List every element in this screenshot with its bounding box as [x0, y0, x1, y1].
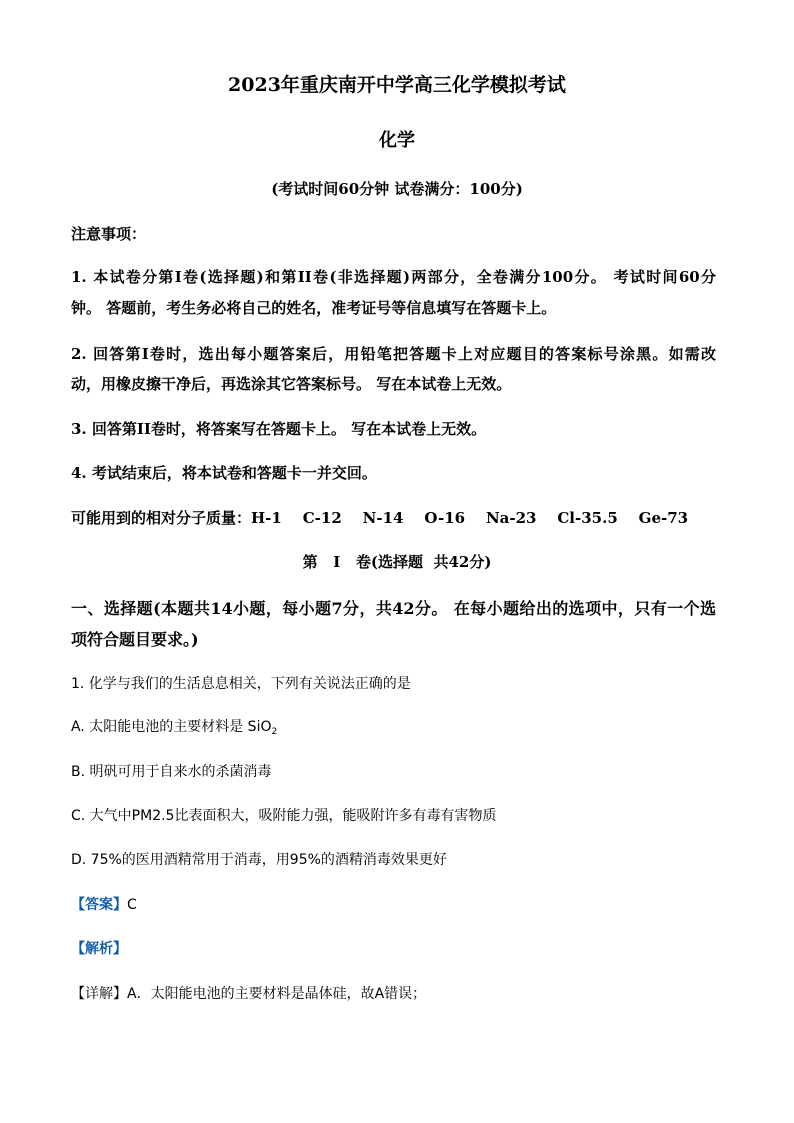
analysis-label: 【解析】: [71, 941, 127, 957]
answer-label: 【答案】: [71, 897, 127, 913]
detail-text: A．太阳能电池的主要材料是晶体硅，故A错误；: [127, 986, 427, 1002]
notice-item-2-line-2: 动，用橡皮擦干净后，再选涂其它答案标号。 写在本试卷上无效。: [71, 375, 512, 393]
notice-item-3: 3. 回答第II卷时，将答案写在答题卡上。 写在本试卷上无效。: [71, 420, 487, 438]
analysis-line: [71, 938, 127, 958]
notice-item-2-line-1: 2. 回答第I卷时，选出每小题答案后，用铅笔把答题卡上对应题目的答案标号涂黑。如需改: [71, 345, 716, 363]
answer-value: C: [127, 897, 137, 913]
option-a-text: A. 太阳能电池的主要材料是 SiO: [71, 719, 272, 735]
notice-heading: 注意事项：: [71, 225, 147, 243]
exam-info: (考试时间60分钟 试卷满分：100分): [271, 180, 523, 198]
relative-masses: 可能用到的相对分子质量：H-1 C-12 N-14 O-16 Na-23 Cl-35.5 Ge-73: [71, 509, 689, 527]
detail-label: 【详解】: [71, 986, 127, 1002]
section-heading: 第 I 卷(选择题 共42分): [302, 553, 492, 571]
section-instruction-line-2: 项符合题目要求。): [71, 630, 199, 649]
notice-item-1-line-2: 钟。 答题前，考生务必将自己的姓名，准考证号等信息填写在答题卡上。: [71, 299, 557, 317]
detail-line: [71, 983, 426, 1003]
subject-title: 化学: [379, 130, 415, 151]
question-1-stem: 1. 化学与我们的生活息息相关，下列有关说法正确的是: [71, 676, 411, 692]
question-1-option-a: [71, 716, 277, 736]
question-1-option-b: B. 明矾可用于自来水的杀菌消毒: [71, 764, 272, 780]
exam-title: 2023年重庆南开中学高三化学模拟考试: [228, 74, 566, 96]
option-a-subscript: 2: [271, 727, 278, 737]
notice-item-4: 4. 考试结束后，将本试卷和答题卡一并交回。: [71, 464, 377, 482]
question-1-option-d: D. 75%的医用酒精常用于消毒，用95%的酒精消毒效果更好: [71, 852, 447, 868]
question-1-option-c: C. 大气中PM2.5比表面积大，吸附能力强，能吸附许多有毒有害物质: [71, 808, 497, 824]
answer-line: [71, 894, 137, 914]
section-instruction-line-1: 一、选择题(本题共14小题，每小题7分，共42分。 在每小题给出的选项中，只有一个选: [71, 599, 716, 618]
notice-item-1-line-1: 1. 本试卷分第I卷(选择题)和第II卷(非选择题)两部分，全卷满分100分。 考试时间60分: [71, 268, 716, 286]
